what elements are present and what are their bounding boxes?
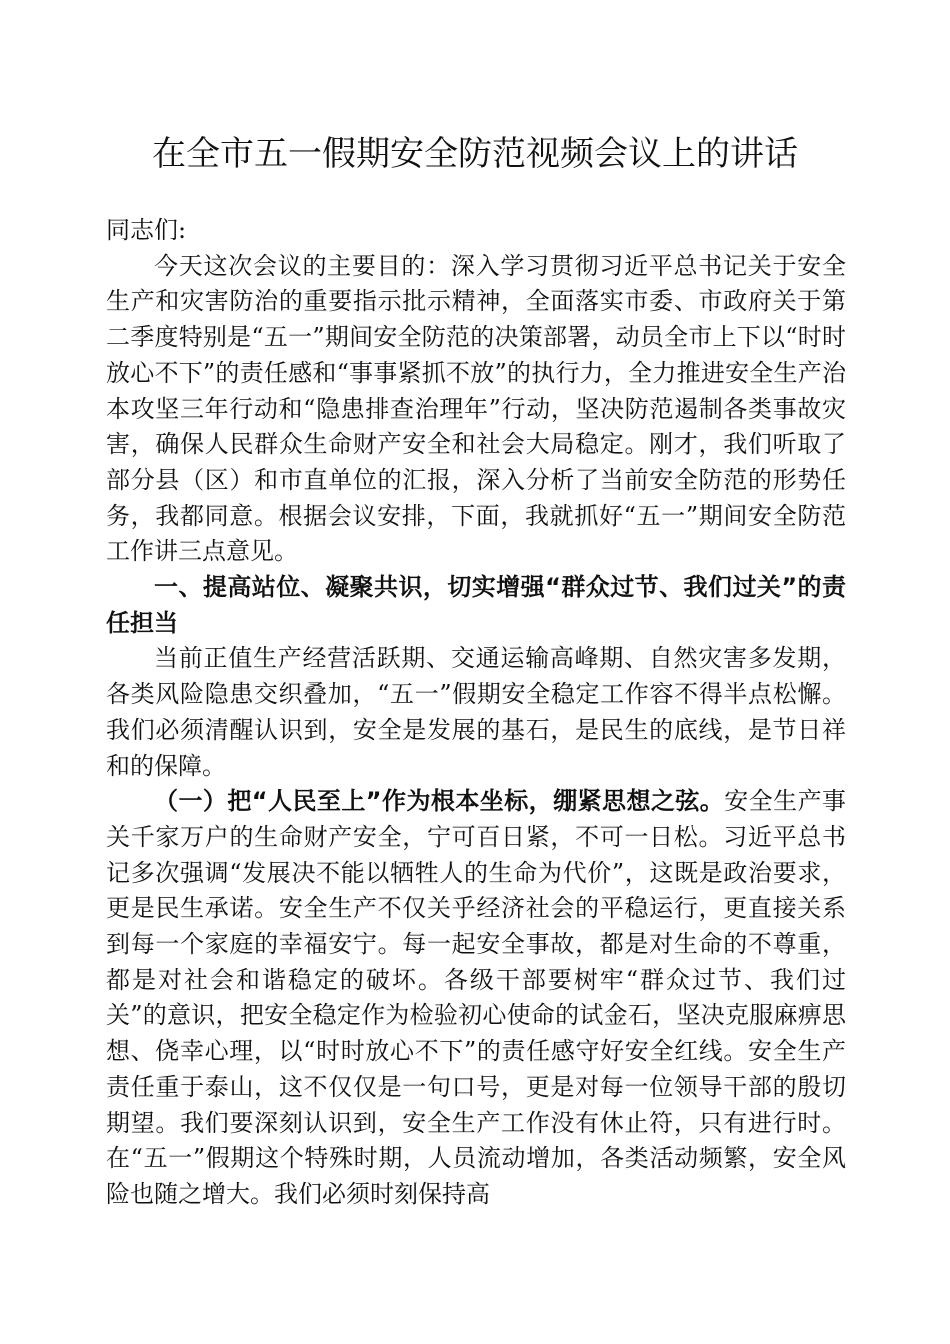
document-title: 在全市五一假期安全防范视频会议上的讲话 [152, 134, 798, 174]
subsection-1-text: 安全生产事关千家万户的生命财产安全，宁可百日紧，不可一日松。习近平总书记多次强调“发展决不能以牺牲人的生命为代价”，这既是政治要求，更是民生承诺。安全生产不仅关乎经济社会的平稳运行，更直接关系到每一个家庭的幸福安宁。每一起安全事故，都是对生命的不尊重，都是对社会和谐稳定的破坏。各级干部要树牢“群众过节、我们过关”的意识，把安全稳定作为检验初心使命的试金石，坚决克服麻痹思想、侥幸心理，以“时时放心不下”的责任感守好安全红线。安全生产责任重于泰山，这不仅仅是一句口号，更是对每一位领导干部的殷切期望。我们要深刻认识到，安全生产工作没有休止符，只有进行时。在“五一”假期这个特殊时期，人员流动增加，各类活动频繁，安全风险也随之增大。我们必须时刻保持高 [106, 787, 847, 1208]
paragraph-situation: 当前正值生产经营活跃期、交通运输高峰期、自然灾害多发期，各类风险隐患交织叠加，“五一”假期安全稳定工作容不得半点松懈。我们必须清醒认识到，安全是发展的基石，是民生的底线，是节日祥和的保障。 [106, 644, 846, 780]
paragraph-subsection-1 [106, 784, 846, 1212]
document-body [106, 213, 846, 1213]
paragraph-intro: 今天这次会议的主要目的：深入学习贯彻习近平总书记关于安全生产和灾害防治的重要指示批示精神，全面落实市委、市政府关于第二季度特别是“五一”期间安全防范的决策部署，动员全市上下以“时时放心不下”的责任感和“事事紧抓不放”的执行力，全力推进安全生产治本攻坚三年行动和“隐患排查治理年”行动，坚决防范遏制各类事故灾害，确保人民群众生命财产安全和社会大局稳定。刚才，我们听取了部分县（区）和市直单位的汇报，深入分析了当前安全防范的形势任务，我都同意。根据会议安排，下面，我就抓好“五一”期间安全防范工作讲三点意见。 [106, 251, 846, 566]
section-heading-1: 一、提高站位、凝聚共识，切实增强“群众过节、我们过关”的责任担当 [106, 573, 846, 637]
subsection-heading-1: （一）把“人民至上”作为根本坐标，绷紧思想之弦。 [154, 787, 725, 816]
salutation: 同志们: [106, 216, 187, 244]
